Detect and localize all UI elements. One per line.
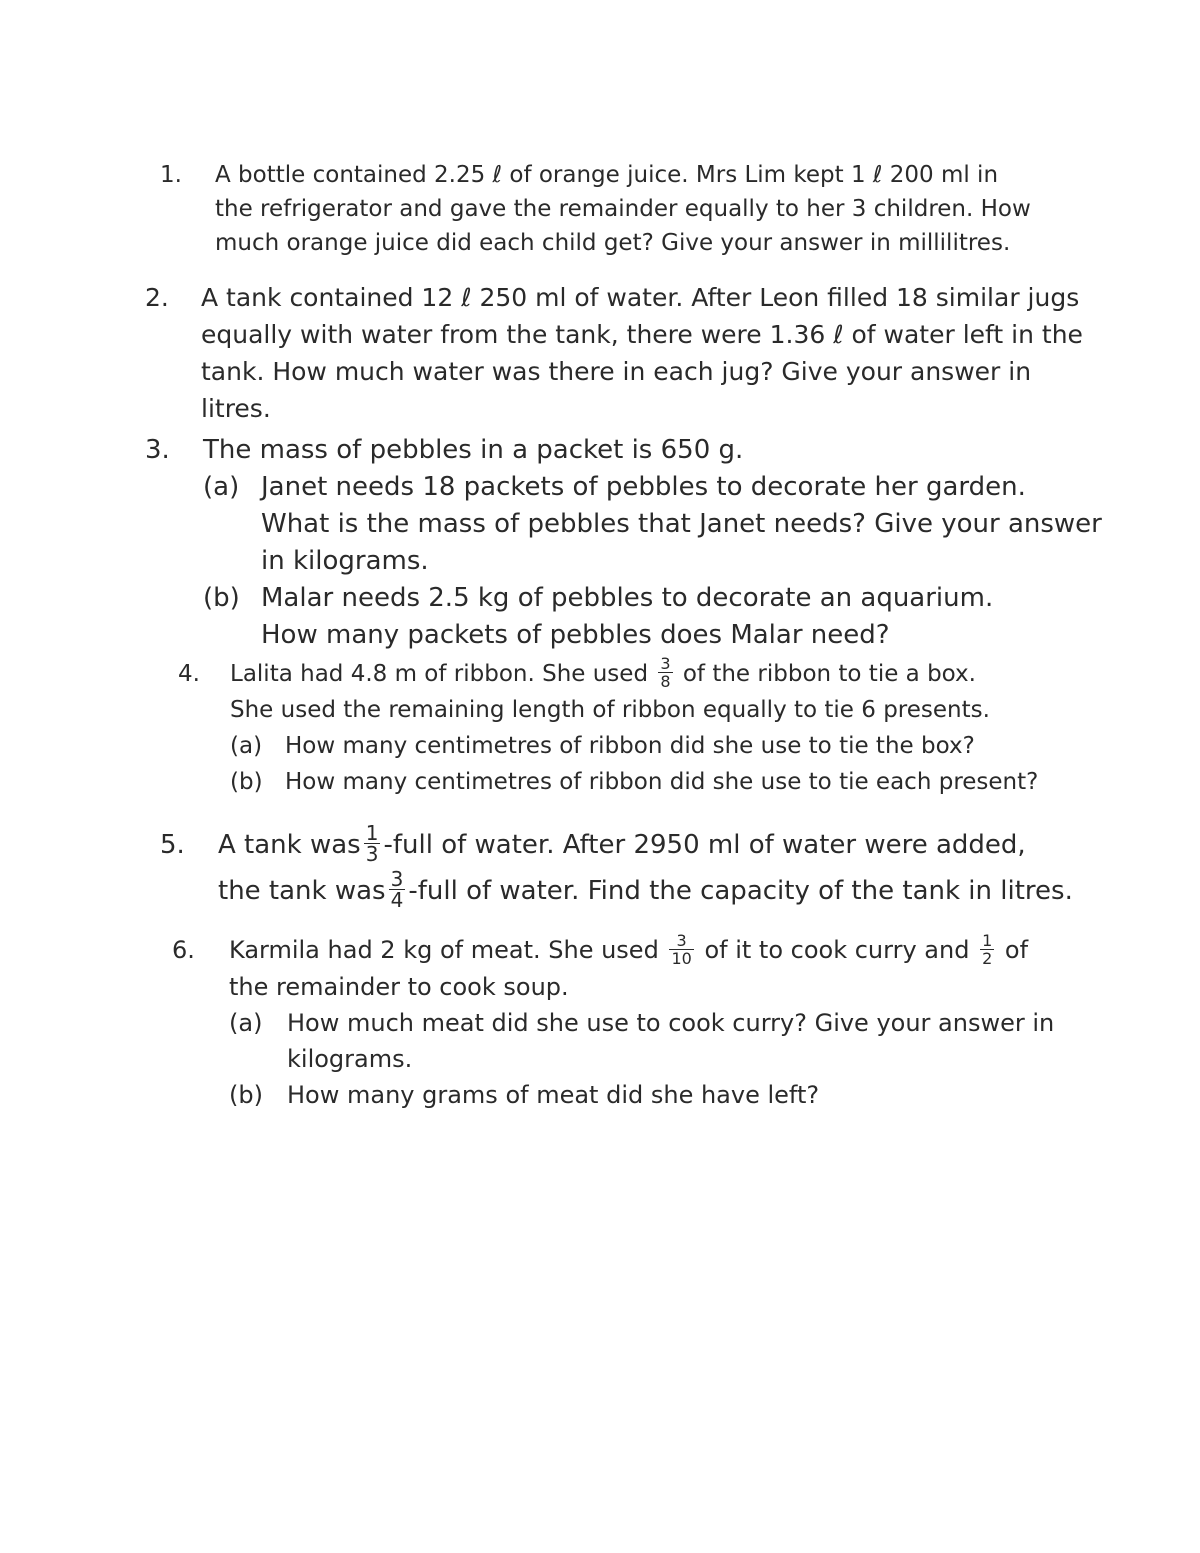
text-line [218,868,1073,914]
fraction-denominator: 2 [982,948,993,968]
text-line: litres. [201,394,271,423]
text-line: How much meat did she use to cook curry? Give your answer in [287,1008,1055,1037]
sub-question-label: (a) [203,472,240,502]
text-segment: -full of water. After 2950 ml of water were added, [383,830,1026,860]
fraction-numerator: 3 [660,654,671,673]
question-number: 3. [145,435,170,465]
sub-question-label: (b) [230,769,263,795]
sub-question-label: (b) [203,583,240,613]
text-line [229,932,1054,969]
fraction [980,932,994,967]
fraction-denominator: 3 [365,842,379,866]
sub-question-a [203,469,1102,580]
text-segment: of it to cook curry and [704,936,970,964]
text-line: tank. How much water was there in each jug? Give your answer in [201,357,1032,386]
sub-question-b [230,764,1038,800]
text-line: kilograms. [287,1044,413,1073]
text-line: What is the mass of pebbles that Janet needs? Give your answer [261,509,1102,539]
text-segment: A tank was [218,830,361,860]
question-text [201,279,1083,427]
question-text [203,432,1102,654]
text-line: much orange juice did each child get? Give your answer in millilitres. [215,230,1011,256]
fraction-numerator: 3 [390,867,404,891]
fraction-denominator: 4 [390,888,404,912]
fraction-numerator: 1 [365,821,379,845]
question-number: 1. [160,162,182,188]
fraction [658,655,672,690]
question-text [229,932,1054,1113]
question-intro: The mass of pebbles in a packet is 650 g. [203,435,744,465]
question-number: 5. [160,830,185,860]
sub-question-b [229,1077,1054,1113]
sub-question-a [230,728,1038,764]
text-segment: Karmila had 2 kg of meat. She used [229,936,659,964]
text-line: Malar needs 2.5 kg of pebbles to decorate an aquarium. [261,583,994,613]
question-text [218,822,1073,914]
text-segment: of [1004,936,1029,964]
fraction-numerator: 3 [669,932,693,950]
question-text [215,158,1031,260]
text-line: the remainder to cook soup. [229,972,569,1001]
fraction [669,932,693,967]
sub-question-label: (a) [229,1008,263,1037]
question-number: 4. [178,661,200,687]
sub-question-text: How many centimetres of ribbon did she use to tie each present? [285,769,1039,795]
sub-question-a [229,1005,1054,1077]
text-line: She used the remaining length of ribbon equally to tie 6 presents. [230,697,990,723]
text-line: A tank contained 12 ℓ 250 ml of water. After Leon filled 18 similar jugs [201,283,1080,312]
sub-question-label: (b) [229,1080,263,1109]
fraction-denominator: 8 [660,672,671,691]
fraction [389,869,406,910]
text-line: A bottle contained 2.25 ℓ of orange juice. Mrs Lim kept 1 ℓ 200 ml in [215,162,999,188]
fraction-numerator: 1 [982,930,993,950]
text-segment: the tank was [218,876,386,906]
text-line [218,822,1073,868]
sub-question-text: How many centimetres of ribbon did she use to tie the box? [285,733,975,759]
fraction [364,823,381,864]
question-text [230,656,1038,800]
sub-question-label: (a) [230,733,263,759]
text-line: in kilograms. [261,546,429,576]
text-line: equally with water from the tank, there were 1.36 ℓ of water left in the [201,320,1083,349]
text-segment: Lalita had 4.8 m of ribbon. She used [230,661,649,687]
text-line [230,656,1038,692]
fraction-denominator: 10 [671,948,692,968]
text-line: How many packets of pebbles does Malar need? [261,620,890,650]
sub-question-b [203,580,1102,654]
text-line: the refrigerator and gave the remainder equally to her 3 children. How [215,196,1031,222]
question-number: 6. [172,936,195,964]
text-segment: -full of water. Find the capacity of the tank in litres. [408,876,1073,906]
text-line: How many grams of meat did she have left? [287,1080,820,1109]
text-segment: of the ribbon to tie a box. [682,661,976,687]
question-number: 2. [145,283,169,312]
text-line: Janet needs 18 packets of pebbles to decorate her garden. [261,472,1026,502]
